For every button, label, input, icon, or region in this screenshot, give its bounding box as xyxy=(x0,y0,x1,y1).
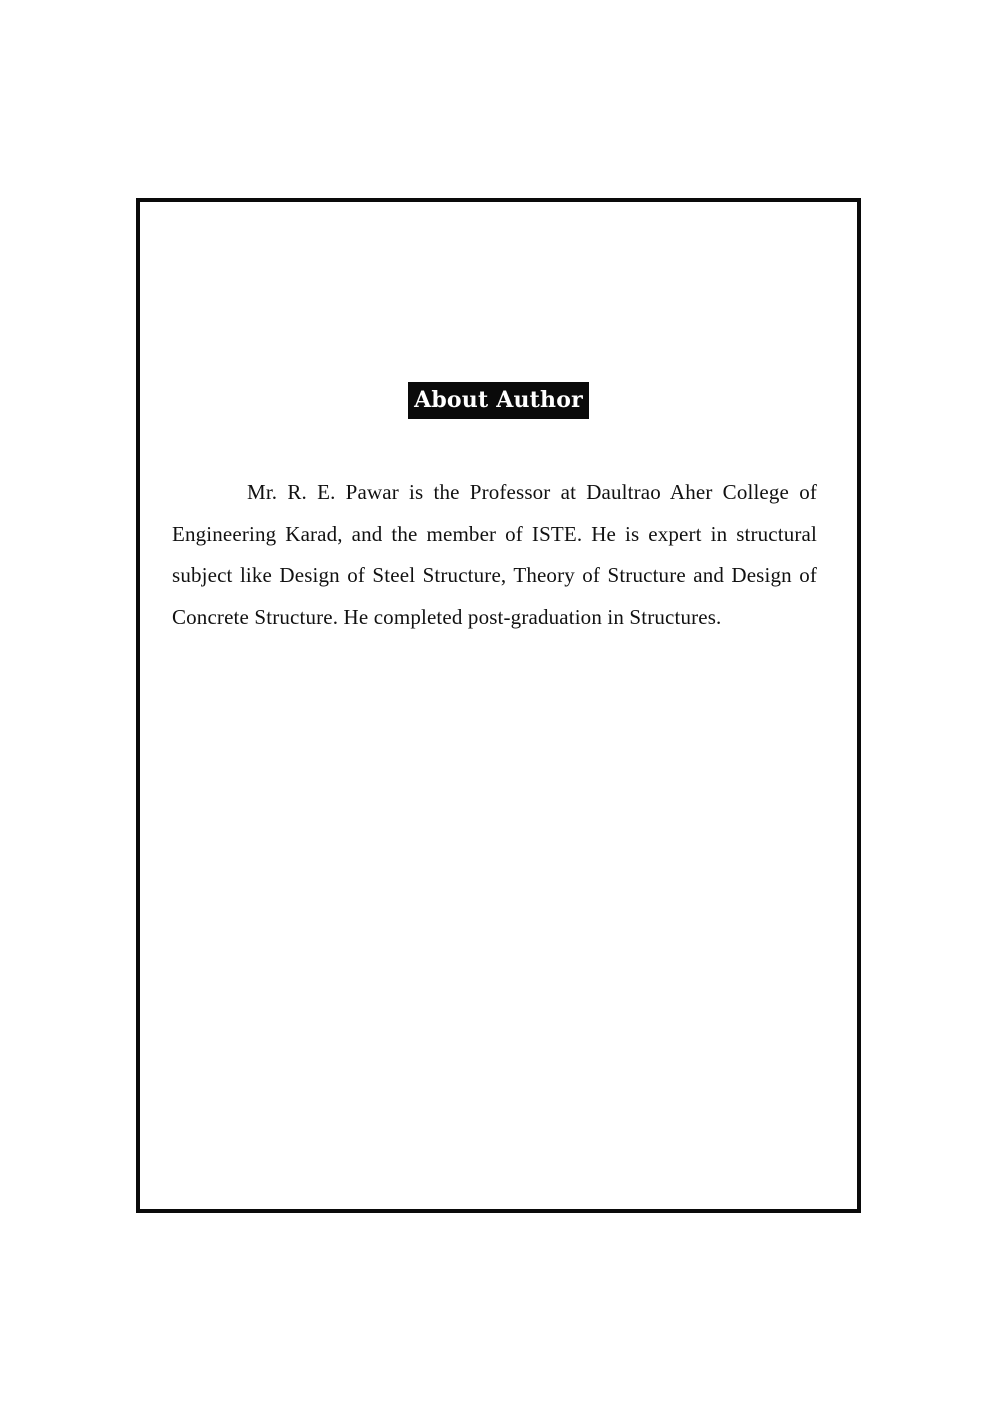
page-border-frame xyxy=(136,198,861,1213)
author-bio-paragraph: Mr. R. E. Pawar is the Professor at Daultrao Aher College of Engineering Karad, and the member of ISTE. He is expert in structural subject like Design of Steel Structure, Theory of Structure and Design of Concrete Structure. He completed post-graduation in Structures. xyxy=(172,480,817,629)
heading-container xyxy=(140,382,857,419)
about-author-heading: About Author xyxy=(408,382,589,419)
